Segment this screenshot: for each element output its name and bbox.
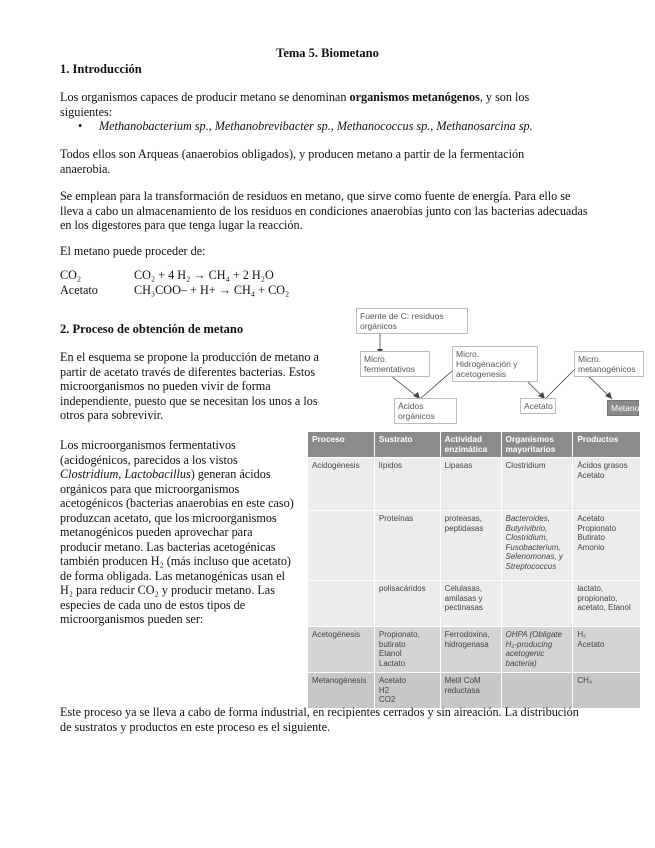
diagram-organic-acids: Ácidos orgánicos (394, 398, 457, 424)
table-cell: Lipasas (440, 458, 501, 511)
table-cell: OHPA (Obligate H₂-producing acetogenic bacteria) (501, 627, 573, 673)
table-cell: Metanogénesis (308, 673, 375, 709)
table-cell: lípidos (374, 458, 440, 511)
table-header: Sustrato (374, 432, 440, 458)
bullet-marker: • (78, 119, 83, 133)
reaction-source: Acetato (60, 283, 98, 297)
page-title: Tema 5. Biometano (276, 46, 379, 60)
table-cell: Propionato, butirato Etanol Lactato (374, 627, 440, 673)
intro-paragraph-2: Todos ellos son Arqueas (anaerobios obligados), y producen metano a partir de la fermentación anaerobia. (60, 147, 525, 176)
species-bullet: Methanobacterium sp., Methanobrevibacter sp., Methanococcus sp., Methanosarcina sp. (99, 119, 533, 133)
reaction-equation: CH₃COO– + H+ → CH₄ + CO₂ (134, 283, 290, 297)
table-cell (501, 673, 573, 709)
table-cell: H₂ Acetato (573, 627, 641, 673)
process-paragraph-2: Los microorganismos fermentativos (acidogénicos, parecidos a los vistos Clostridium, Lactobacillus) generan ácidos orgánicos para que microorganismos acetogénicos (bacterias anaerobias en este caso) produzcan acetato, que los microorganismos metanogénicos pueden aprovechar para producir metano. Las bacterias acetogénicas también producen H₂ (más incluso que acetato) de forma obligada. Las metanogénicas usan el H₂ para reducir CO₂ y producir metano. Las especies de cada uno de estos tipos de microorganismos pueden ser: (60, 438, 294, 626)
process-paragraph-1: En el esquema se propone la producción de metano a partir de acetato través de diferentes bacterias. Estos microorganismos no pueden vivir de forma independiente, puesto que se necesitan los unos a los otros para sobrevivir. (60, 350, 319, 422)
table-cell: Acetato H2 CO2 (374, 673, 440, 709)
table-cell: Acetogénesis (308, 627, 375, 673)
intro-paragraph-4: El metano puede proceder de: (60, 244, 206, 258)
table-cell: proteasas, peptidasas (440, 511, 501, 581)
table-cell: polisacáridos (374, 581, 440, 627)
table-row (308, 627, 641, 673)
table-cell: Celulasas, amilasas y pectinasas (440, 581, 501, 627)
table-row (308, 673, 641, 709)
table-cell: CH₄ (573, 673, 641, 709)
table-row (308, 581, 641, 627)
table-row (308, 511, 641, 581)
intro-paragraph-3: Se emplean para la transformación de residuos en metano, que sirve como fuente de energía. Para ello se lleva a cabo un almacenamiento de los residuos en condiciones anaerobias junto con las bacterias adecuadas en los digestores para que tenga lugar la reacción. (60, 189, 588, 232)
diagram-methanogenic: Micro. metanogénicos (574, 351, 644, 377)
table-header: Actividad enzimática (440, 432, 501, 458)
table-header: Organismos mayoritarios (501, 432, 573, 458)
intro-paragraph-1: Los organismos capaces de producir metano se denominan organismos metanógenos, y son los siguientes: (60, 90, 530, 119)
table-cell: Bacteroides, Butyrivibrio, Clostridium, Fusobacterium, Selenomonas, y Streptococcus (501, 511, 573, 581)
table-row (308, 458, 641, 511)
table-cell: lactato, propionato, acetato, Etanol (573, 581, 641, 627)
table-cell: Clostridium (501, 458, 573, 511)
diagram-hydrogenation: Micro. Hidrogenación y acetogenesis (452, 346, 538, 382)
table-cell: Acetato Propionato Butirato Amonio (573, 511, 641, 581)
table-cell (308, 581, 375, 627)
section-1-heading: 1. Introducción (60, 62, 142, 76)
reaction-source: CO₂ (60, 268, 82, 282)
table-cell: Proteínas (374, 511, 440, 581)
diagram-carbon-source: Fuente de C: residuos orgánicos (356, 308, 468, 334)
table-cell: Ácidos grasos Acetato (573, 458, 641, 511)
table-cell (501, 581, 573, 627)
table-cell (308, 511, 375, 581)
table-header: Productos (573, 432, 641, 458)
table-header: Proceso (308, 432, 375, 458)
diagram-methane: Metano (607, 400, 639, 416)
diagram-fermentative: Micro. fermentativos (360, 351, 430, 377)
table-cell: Acidogénesis (308, 458, 375, 511)
substrates-products-table (307, 431, 641, 709)
table-header-row (308, 432, 641, 458)
reaction-equation: CO₂ + 4 H₂ → CH₄ + 2 H₂O (134, 268, 274, 282)
table-cell: Metil CoM reductasa (440, 673, 501, 709)
diagram-acetate: Acetato (520, 398, 556, 414)
section-2-heading: 2. Proceso de obtención de metano (60, 322, 244, 336)
process-paragraph-3: Este proceso ya se lleva a cabo de forma industrial, en recipientes cerrados y sin aireación. La distribución de sustratos y productos en este proceso es el siguiente. (60, 705, 579, 734)
table-cell: Ferrodoxina, hidrogenasa (440, 627, 501, 673)
